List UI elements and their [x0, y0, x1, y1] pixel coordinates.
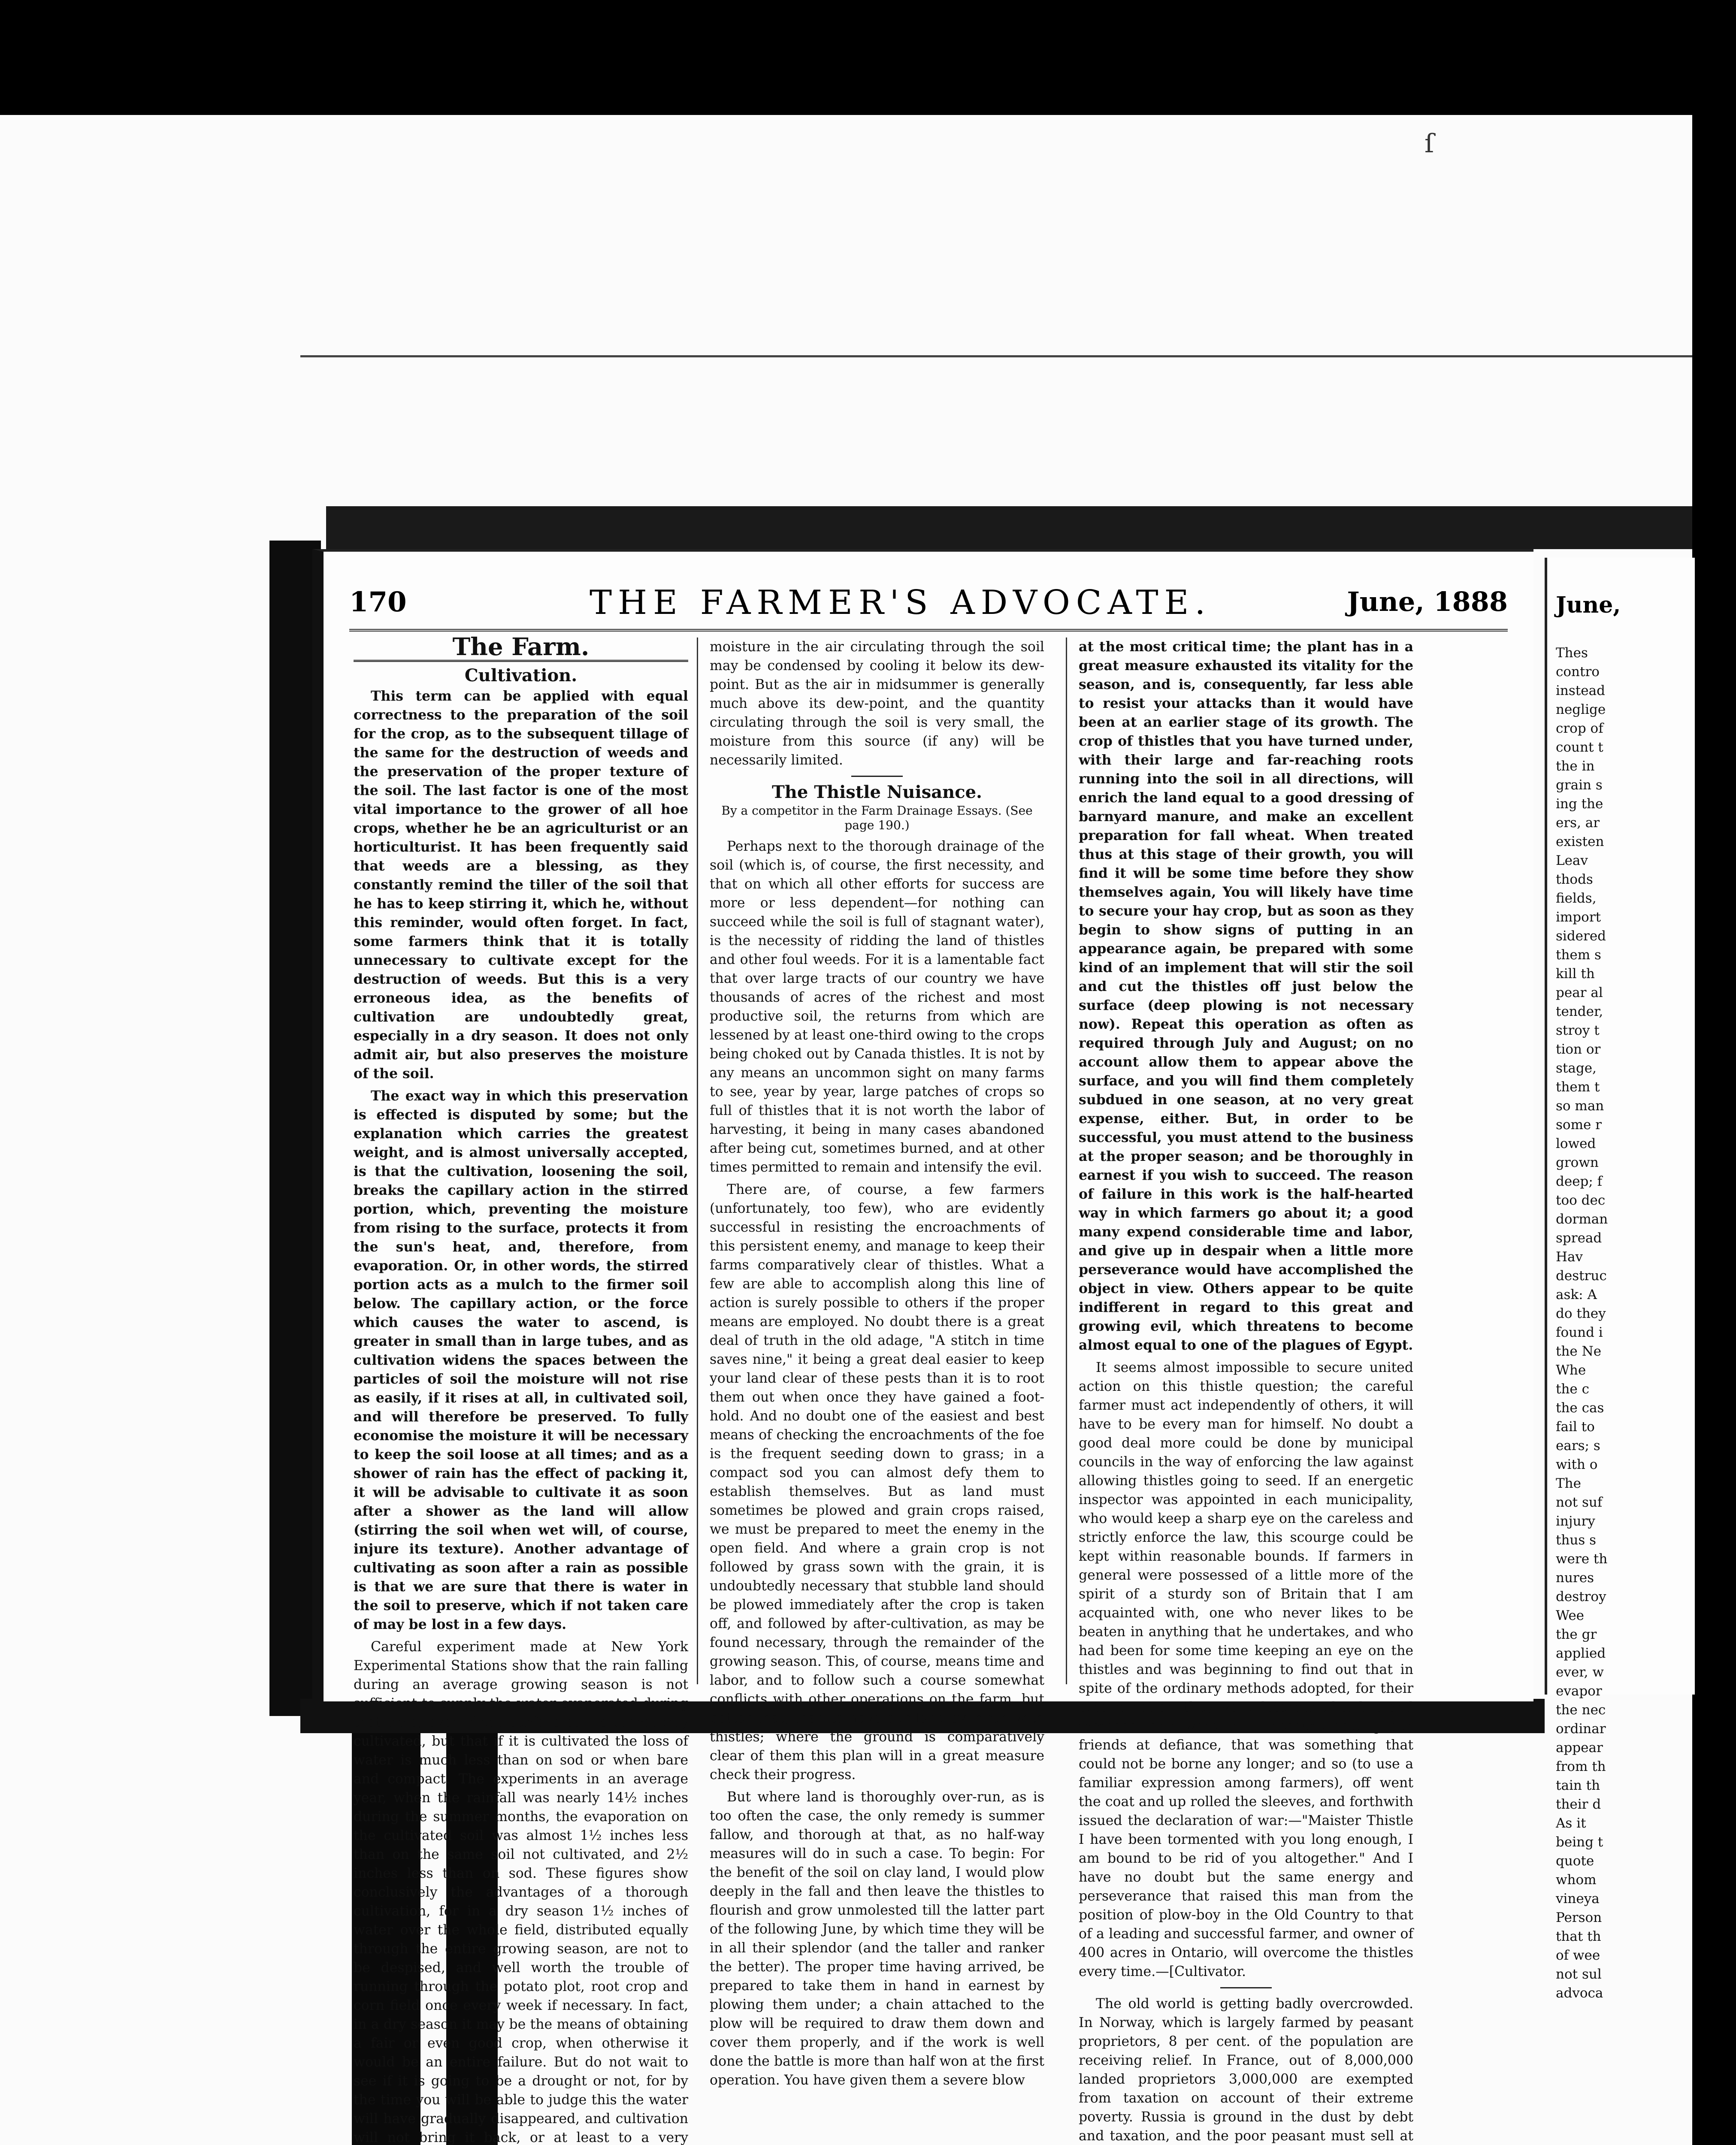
- paragraph: moisture in the air circulating through the soil may be condensed by cooling it below its dew-point. But as the air in midsummer is generally much above its dew-point, and the quantity circulating through the soil is very small, the moisture from this source (if any) will be necessarily limited.: [710, 639, 1044, 768]
- text-fragment: pear al: [1556, 985, 1603, 1000]
- text-fragment: them t: [1556, 1079, 1600, 1095]
- text-fragment: vineya: [1556, 1891, 1600, 1906]
- text-fragment: lowed: [1556, 1136, 1596, 1151]
- text-fragment: applied: [1556, 1646, 1606, 1661]
- text-fragment: nures: [1556, 1570, 1594, 1586]
- text-fragment: existen: [1556, 834, 1604, 849]
- text-fragment: As it: [1556, 1816, 1586, 1831]
- paragraph: This term can be applied with equal correctness to the preparation of the soil for the crop, as to the subsequent tillage of the same for the destruction of weeds and the preservation of the proper texture of the soil. The last factor is one of the most vital importance to the grower of all hoe crops, whether he be an agriculturist or an horticulturist. It has been frequently said that weeds are a blessing, as they constantly remind the tiller of the soil that he has to keep stirring it, which he, without this reminder, would often forget. In fact, some farmers think that it is totally unnecessary to cultivate except for the destruction of weeds. But this is a very erroneous idea, as the benefits of cultivation are undoubtedly great, especially in a dry season. It does not only admit air, but also preserves the moisture of the soil.: [354, 688, 688, 1082]
- paragraph: Careful experiment made at New York Experimental Stations show that the rain falling during an average growing season is not sufficient to supply the water evaporated during that time, even if the surface soil is thoroughly cultivated, but that if it is cultivated the loss of water is much less than on sod or when bare and compact. The experiments in an average year, when the rainfall was nearly 14½ inches during the summer months, the evaporation on the cultivated soil was almost 1½ inches less than on the same soil not cultivated, and 2½ inches less than on sod. These figures show conclusively the advantages of a thorough cultivation, for in a dry season 1½ inches of water over the whole field, distributed equally through the entire growing season, are not to be despised, and well worth the trouble of running through the potato plot, root crop and corn field once every week if necessary. In fact, in a dry season it may be the means of obtaining a fair or even good crop, when otherwise it would be an entire failure. But do not wait to see if it is going to be a drought or not, for by the time you will be able to judge this the water will have gradually disappeared, and cultivation will not bring it back, or at least to a very: [354, 1639, 688, 2145]
- page-number: 170: [349, 586, 407, 618]
- article-title: Cultivation.: [464, 665, 578, 686]
- text-fragment: spread: [1556, 1230, 1602, 1246]
- facing-page-column: [1556, 644, 1736, 2001]
- text-fragment: instead: [1556, 683, 1605, 698]
- text-fragment: being t: [1556, 1834, 1603, 1850]
- paragraph: The exact way in which this preservation is effected is disputed by some; but the explanation which carries the greatest weight, and is almost universally accepted, is that the cultivation, loosening the soil, breaks the capillary action in the stirred portion, which, preventing the moisture from rising to the surface, protects it from the sun's heat, and, therefore, from evaporation. Or, in other words, the stirred portion acts as a mulch to the firmer soil below. The capillary action, or the force which causes the water to ascend, is greater in small than in large tubes, and as cultivation widens the spaces between the particles of soil the moisture will not rise as easily, if it rises at all, in cultivated soil, and will therefore be preserved. To fully economise the moisture it will be necessary to keep the soil loose at all times; and as a shower of rain has the effect of packing it, it will be advisable to cultivate it as soon after a shower as the land will allow (stirring the soil when wet will, of course, injure its texture). Another advantage of cultivating as soon after a rain as possible is that we are sure that there is water in the soil to preserve, which if not taken care of may be lost in a few days.: [354, 1088, 688, 1632]
- text-fragment: ordinar: [1556, 1721, 1606, 1737]
- text-fragment: neglige: [1556, 702, 1606, 717]
- text-fragment: grain s: [1556, 777, 1603, 793]
- text-fragment: injury: [1556, 1514, 1595, 1529]
- text-fragment: stroy t: [1556, 1023, 1600, 1038]
- text-fragment: ers, ar: [1556, 815, 1600, 831]
- text-fragment: Whe: [1556, 1363, 1586, 1378]
- text-fragment: of wee: [1556, 1948, 1600, 1963]
- text-fragment: stage,: [1556, 1060, 1597, 1076]
- text-fragment: advoca: [1556, 1985, 1603, 2001]
- newspaper-page: [312, 549, 1533, 2145]
- text-fragment: so man: [1556, 1098, 1604, 1114]
- article-title: The Thistle Nuisance.: [772, 782, 982, 802]
- text-fragment: dorman: [1556, 1211, 1608, 1227]
- text-fragment: quote: [1556, 1853, 1594, 1869]
- text-fragment: grown: [1556, 1155, 1599, 1170]
- text-fragment: Hav: [1556, 1249, 1583, 1265]
- text-fragment: Person: [1556, 1910, 1602, 1925]
- text-fragment: tion or: [1556, 1042, 1601, 1057]
- text-fragment: deep; f: [1556, 1174, 1603, 1189]
- paragraph: The old world is getting badly overcrowded. In Norway, which is largely farmed by peasant proprietors, 8 per cent. of the population are receiving relief. In France, out of 8,000,000 landed proprietors 3,000,000 are exempted from taxation on account of their extreme poverty. Russia is ground in the dust by debt and taxation, and the poor peasant must sell at: [1079, 1996, 1413, 2144]
- text-fragment: that th: [1556, 1929, 1601, 1944]
- text-fragment: the Ne: [1556, 1344, 1602, 1359]
- divider: [851, 776, 903, 777]
- text-fragment: crop of: [1556, 721, 1603, 736]
- section-title: The Farm.: [354, 637, 688, 662]
- issue-date: June, 1888: [1347, 586, 1508, 617]
- text-fragment: Wee: [1556, 1608, 1585, 1623]
- column-rule: [697, 637, 698, 1684]
- text-fragment: The: [1556, 1476, 1581, 1491]
- text-fragment: Leav: [1556, 853, 1588, 868]
- column-rule: [1066, 637, 1067, 1684]
- byline: By a competitor in the Farm Drainage Essays. (See page 190.): [721, 804, 1033, 832]
- text-fragment: ask: A: [1556, 1287, 1597, 1302]
- text-fragment: contro: [1556, 664, 1600, 680]
- text-fragment: thus s: [1556, 1532, 1597, 1548]
- text-fragment: thods: [1556, 872, 1593, 887]
- text-fragment: too dec: [1556, 1193, 1606, 1208]
- facing-page-header: June,: [1556, 592, 1621, 618]
- text-fragment: destruc: [1556, 1268, 1607, 1284]
- text-fragment: fail to: [1556, 1419, 1595, 1435]
- page-header: [349, 582, 1508, 631]
- text-fragment: count t: [1556, 740, 1603, 755]
- text-fragment: found i: [1556, 1325, 1603, 1340]
- scan-mark: ſ: [1424, 129, 1434, 159]
- text-fragment: them s: [1556, 947, 1601, 963]
- text-fragment: the nec: [1556, 1702, 1606, 1718]
- text-fragment: their d: [1556, 1797, 1601, 1812]
- text-fragment: ever, w: [1556, 1665, 1604, 1680]
- text-fragment: not suf: [1556, 1495, 1603, 1510]
- page-shadow: [326, 506, 1692, 549]
- paragraph: at the most critical time; the plant has in a great measure exhausted its vitality for the season, and is, consequently, far less able to resist your attacks than it would have been at an earlier stage of its growth. The crop of thistles that you have turned under, with their large and far-reaching roots running into the soil in all directions, will enrich the land equal to a good dressing of barnyard manure, and make an excellent preparation for fall wheat. When treated thus at this stage of their growth, you will find it will be some time before they show themselves again, You will likely have time to secure your hay crop, but as soon as they begin to show signs of putting in an appearance again, be prepared with some kind of an implement that will stir the soil and cut the thistles off just below the surface (deep plowing is not necessary now). Repeat this operation as often as required through July and August; on no account allow them to appear above the surface, and you will find them completely subdued in one season, at no very great expense, either. But, in order to be successful, you must attend to the business at the proper season; and be thoroughly in earnest if you wish to succeed. The reason of failure in this work is the half-hearted way in which farmers go about it; a good many expend considerable time and labor, and give up in despair when a little more perseverance would have accomplished the object in view. Others appear to be quite indifferent in regard to this great and growing evil, which threatens to become almost equal to one of the plagues of Egypt.: [1079, 639, 1413, 1353]
- text-fragment: the in: [1556, 758, 1595, 774]
- text-fragment: sidered: [1556, 928, 1606, 944]
- paragraph: Perhaps next to the thorough drainage of the soil (which is, of course, the first necessity, and that on which all other efforts for success are more or less dependent—for nothing can succeed while the soil is full of stagnant water), is the necessity of ridding the land of thistles and other foul weeds. For it is a lamentable fact that over large tracts of our country we have thousands of acres of the richest and most productive soil, the returns from which are lessened by at least one-third owing to the crops being choked out by Canada thistles. It is not by any means an uncommon sight on many farms to see, year by year, large patches of crops so full of thistles that it is not worth the labor of harvesting, it being in many cases abandoned after being cut, sometimes burned, and at other times permitted to remain and intensify the evil.: [710, 839, 1044, 1175]
- fold-line: [300, 355, 1692, 357]
- text-fragment: ing the: [1556, 796, 1603, 812]
- text-fragment: the gr: [1556, 1627, 1597, 1642]
- text-fragment: kill th: [1556, 966, 1595, 982]
- text-fragment: import: [1556, 909, 1601, 925]
- text-fragment: appear: [1556, 1740, 1603, 1755]
- text-fragment: whom: [1556, 1872, 1597, 1888]
- text-fragment: fields,: [1556, 891, 1597, 906]
- text-fragment: the c: [1556, 1381, 1589, 1397]
- text-fragment: tender,: [1556, 1004, 1603, 1019]
- text-fragment: some r: [1556, 1117, 1602, 1133]
- paragraph: But where land is thoroughly over-run, as is too often the case, the only remedy is summer fallow, and thorough at that, as no half-way measures will do in such a case. To begin: For the benefit of the soil on clay land, I would plow deeply in the fall and then leave the thistles to flourish and grow unmolested till the latter part of the following June, by which time they will be in all their splendor (and the taller and ranker the better). The proper time having arrived, be prepared to take them in hand in earnest by plowing them under; a chain attached to the plow will be required to draw them down and cover them properly, and if the work is well done the battle is more than half won at the first operation. You have given them a severe blow: [710, 1789, 1044, 2088]
- column-1: [354, 633, 688, 2145]
- text-fragment: ears; s: [1556, 1438, 1600, 1453]
- divider: [1220, 1987, 1272, 1988]
- text-fragment: from th: [1556, 1759, 1606, 1774]
- column-3: [1079, 637, 1413, 2144]
- text-fragment: not sul: [1556, 1967, 1602, 1982]
- text-fragment: Thes: [1556, 645, 1588, 661]
- text-fragment: destroy: [1556, 1589, 1606, 1604]
- column-2: [710, 637, 1044, 2088]
- facing-page: [1545, 558, 1695, 2001]
- text-fragment: tain th: [1556, 1778, 1600, 1793]
- text-fragment: were th: [1556, 1551, 1608, 1567]
- paragraph: There are, of course, a few farmers (unfortunately, too few), who are evidently successful in resisting the encroachments of this persistent enemy, and manage to keep their farms comparatively clear of thistles. What a few are able to accomplish along this line of action is surely possible to others if the proper means are employed. No doubt there is a great deal of truth in the old adage, "A stitch in time saves nine," it being a great deal easier to keep your land clear of these pests than it is to root them out when once they have gained a foot-hold. And no doubt one of the easiest and best means of checking the encroachments of the foe is the frequent seeding down to grass; in a compact sod you can almost defy them to establish themselves. But as land must sometimes be plowed and grain crops raised, we must be prepared to meet the enemy in the open field. And where a grain crop is not followed by grass sown with the grain, it is undoubtedly necessary that stubble land should be plowed immediately after the crop is taken off, and followed by after-cultivation, as may be found necessary, through the remainder of the growing season. This, of course, means time and labor, and to follow such a course somewhat conflicts with other operations on the farm, but better that, than to have our land over-run with thistles; where the ground is comparatively clear of them this plan will in a great measure check their progress.: [710, 1182, 1044, 1782]
- text-fragment: evapor: [1556, 1683, 1602, 1699]
- masthead: THE FARMER'S ADVOCATE.: [590, 583, 1212, 622]
- text-fragment: do they: [1556, 1306, 1606, 1321]
- text-fragment: the cas: [1556, 1400, 1604, 1416]
- paragraph: It seems almost impossible to secure united action on this thistle question; the careful farmer must act independently of others, it will have to be every man for himself. No doubt a good deal more could be done by municipal councils in the way of enforcing the law against allowing thistles going to seed. If an energetic inspector was appointed in each municipality, who would keep a sharp eye on the careless and strictly enforce the law, this scourge could be kept within reasonable bounds. If farmers in general were possessed of a little more of the spirit of a sturdy son of Britain that I am acquainted with, one who never likes to be beaten in anything that he undertakes, and who had been for some time keeping an eye on the thistles and was beginning to find out that in spite of the ordinary methods adopted, for their extermination, they were determined to live and increase, and were in a measure setting our friends at defiance, that was something that could not be borne any longer; and so (to use a familiar expression among farmers), off went the coat and up rolled the sleeves, and forthwith issued the declaration of war:—"Maister Thistle I have been tormented with you long enough, I am bound to be rid of you altogether." And I have no doubt but the same energy and perseverance that raised this man from the position of plow-boy in the Old Country to that of a leading and successful farmer, and owner of 400 acres in Ontario, will overcome the thistles every time.—[Cultivator.: [1079, 1360, 1413, 1979]
- text-fragment: with o: [1556, 1457, 1598, 1472]
